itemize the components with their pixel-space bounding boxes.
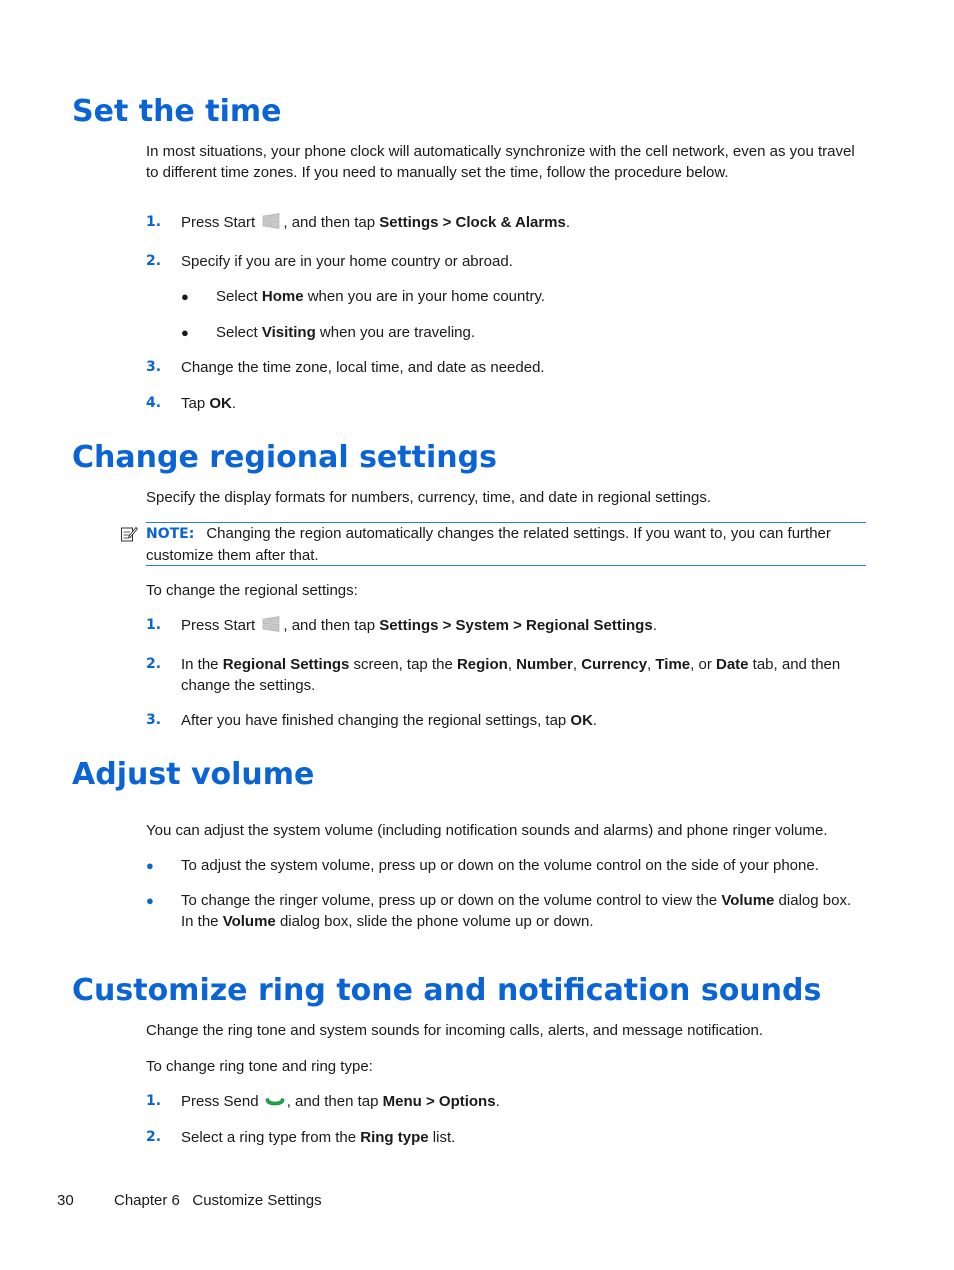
bullet-dot: ● bbox=[146, 858, 154, 873]
step-number: 1. bbox=[146, 214, 162, 230]
step-number: 1. bbox=[146, 1093, 162, 1109]
bullet-dot: ● bbox=[146, 893, 154, 908]
step-number: 2. bbox=[146, 253, 162, 269]
heading-set-the-time: Set the time bbox=[72, 94, 282, 129]
volume-intro: You can adjust the system volume (including notification sounds and alarms) and phone ringer volume. bbox=[146, 822, 828, 839]
step-number: 4. bbox=[146, 395, 162, 411]
heading-adjust-volume: Adjust volume bbox=[72, 757, 315, 792]
ringtone-lead: To change ring tone and ring type: bbox=[146, 1058, 373, 1075]
regional-intro: Specify the display formats for numbers, currency, time, and date in regional settings. bbox=[146, 489, 711, 506]
bullet-dot: ● bbox=[181, 325, 189, 340]
bullet-dot: ● bbox=[181, 289, 189, 304]
note-text: Changing the region automatically changes the related settings. If you want to, you can further customize them after that. bbox=[146, 525, 831, 564]
set-time-intro: In most situations, your phone clock will automatically synchronize with the cell network, even as you travel to different time zones. If you need to manually set the time, follow the procedure below. bbox=[146, 143, 855, 181]
note-pencil-icon bbox=[120, 525, 138, 548]
send-key-icon bbox=[264, 1093, 286, 1107]
step-number: 1. bbox=[146, 617, 162, 633]
heading-change-regional-settings: Change regional settings bbox=[72, 440, 497, 475]
step-number: 2. bbox=[146, 656, 162, 672]
ringtone-intro: Change the ring tone and system sounds for incoming calls, alerts, and message notification. bbox=[146, 1022, 764, 1039]
note-box bbox=[146, 522, 866, 566]
regional-lead: To change the regional settings: bbox=[146, 582, 358, 599]
step-number: 3. bbox=[146, 712, 162, 728]
step-number: 3. bbox=[146, 359, 162, 375]
chapter-title: Chapter 6 Customize Settings bbox=[114, 1192, 322, 1209]
note-label: NOTE: bbox=[146, 526, 195, 542]
windows-start-icon bbox=[261, 212, 281, 230]
heading-customize-ring-tone: Customize ring tone and notification sounds bbox=[72, 973, 822, 1008]
page-number: 30 bbox=[57, 1192, 74, 1209]
step-number: 2. bbox=[146, 1129, 162, 1145]
windows-start-icon bbox=[261, 615, 281, 633]
